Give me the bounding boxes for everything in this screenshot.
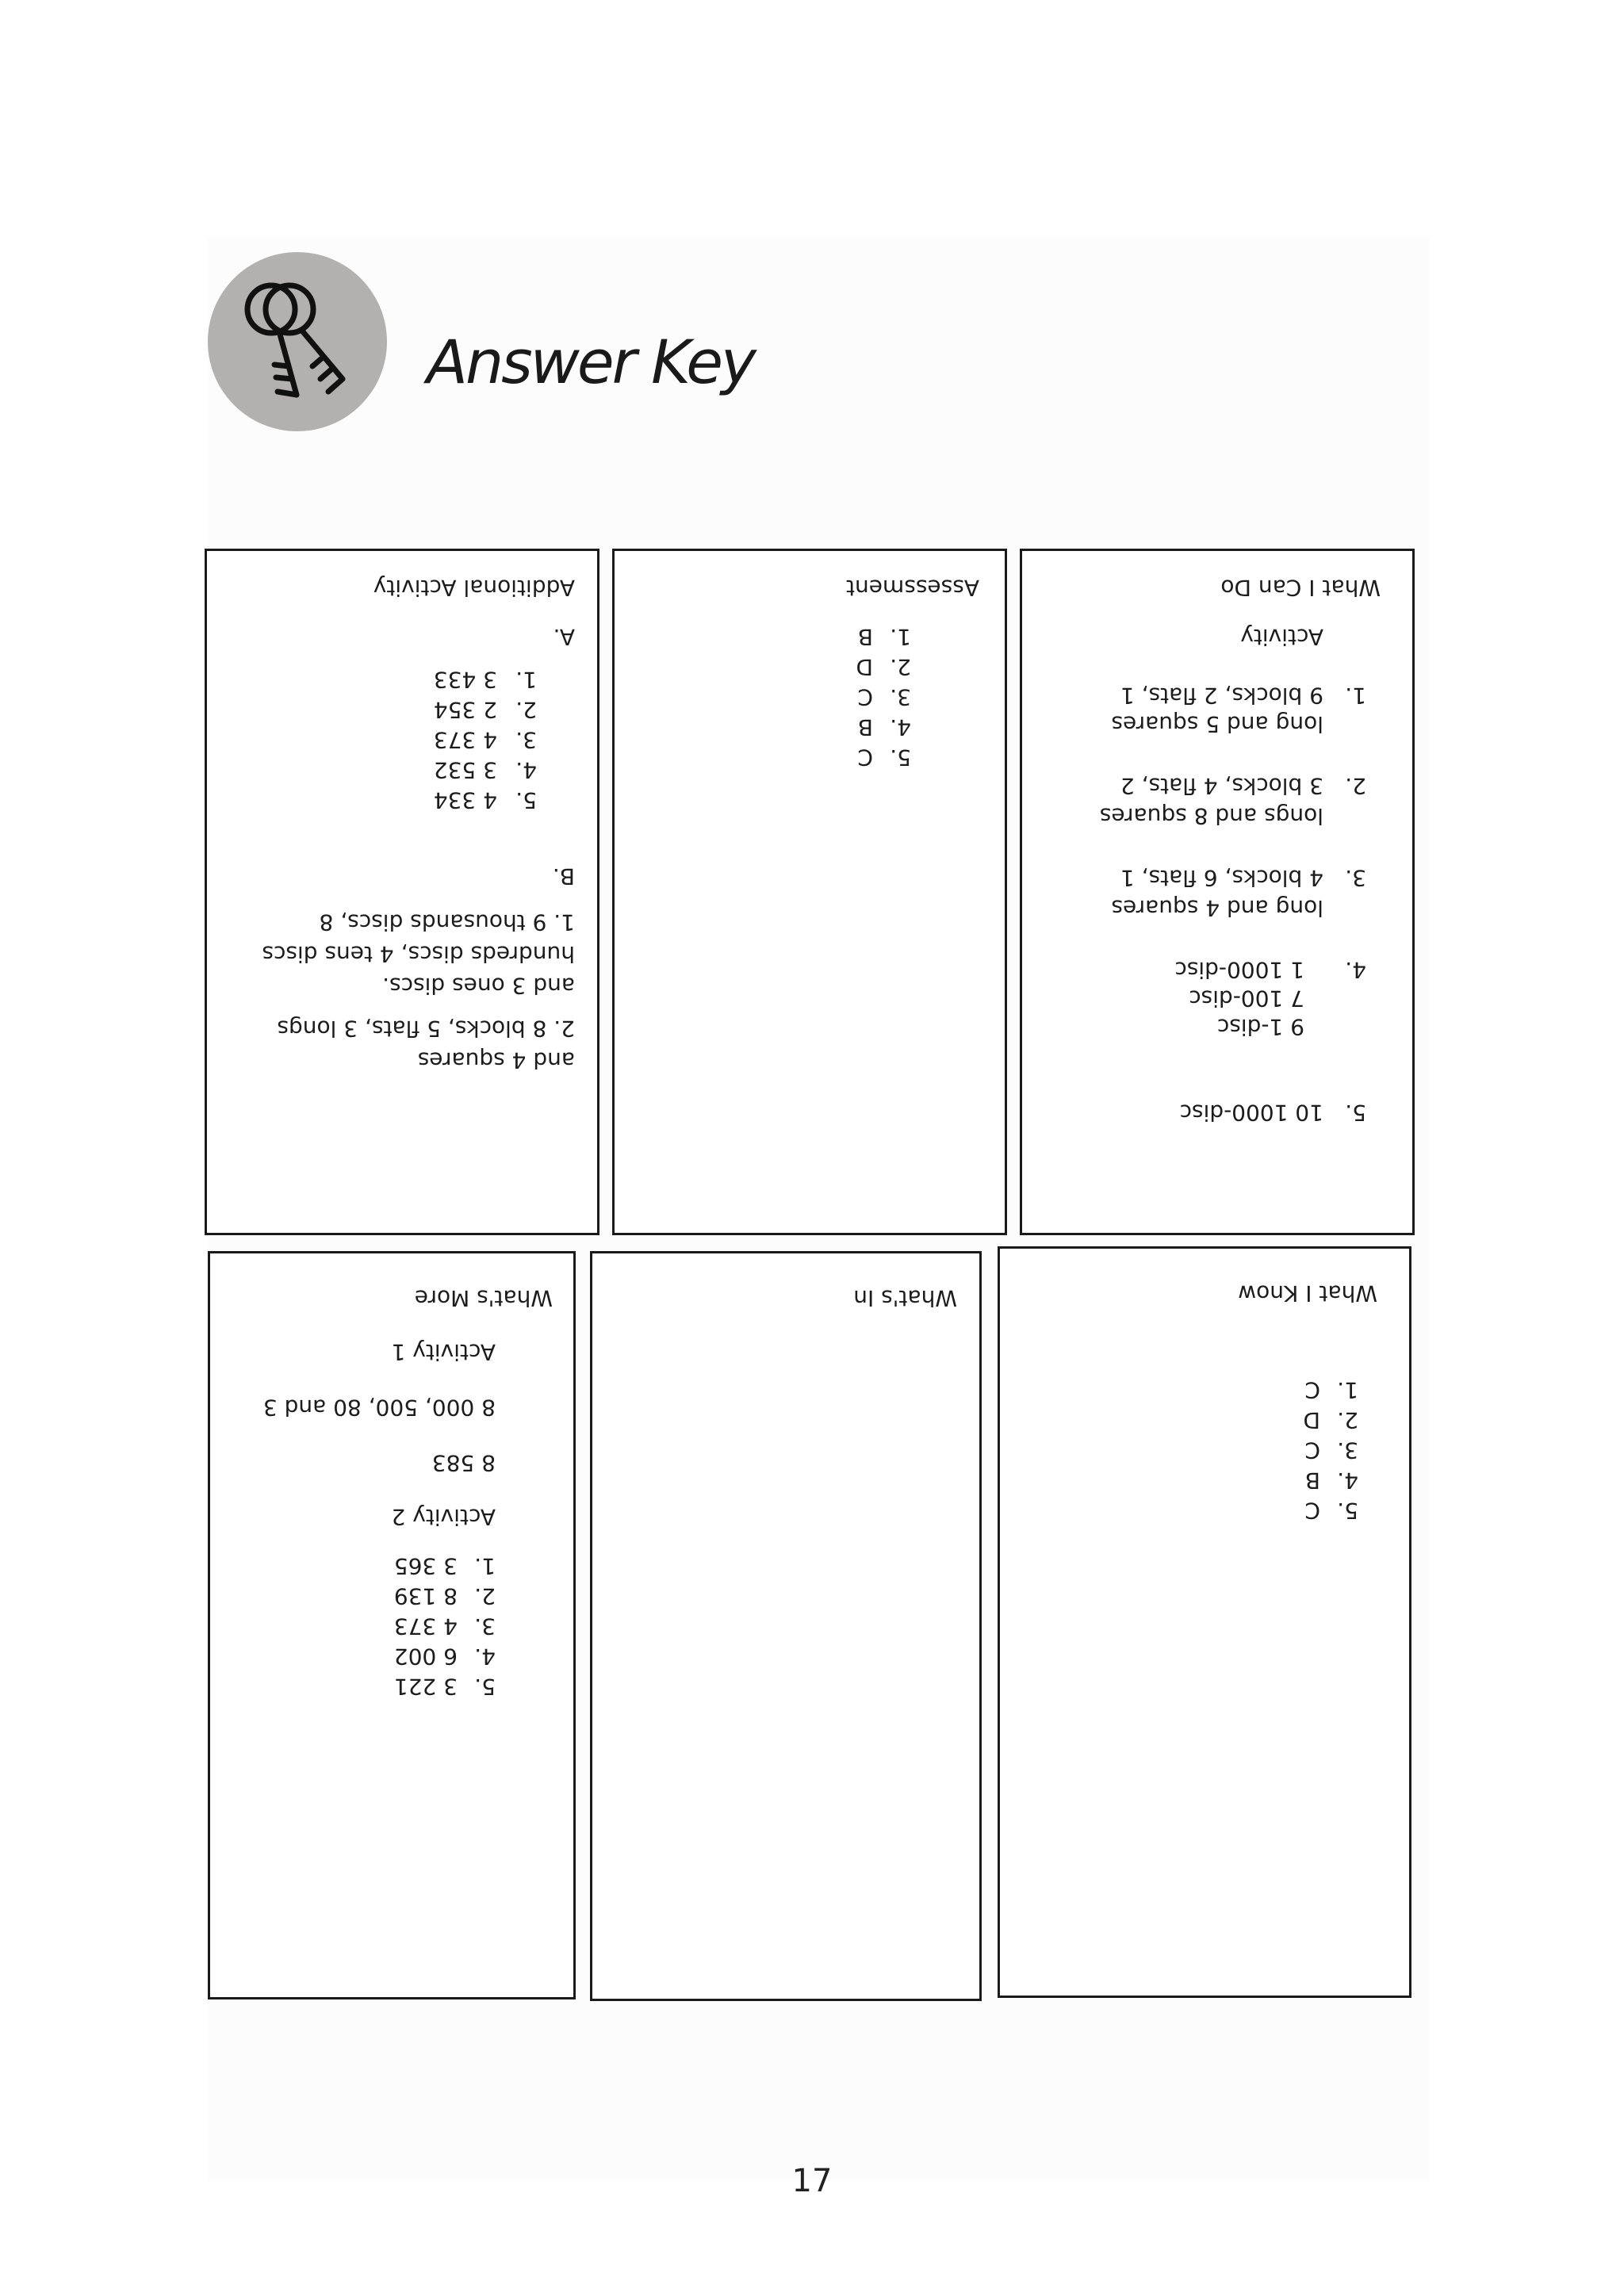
page-title: Answer Key — [427, 327, 754, 397]
whats-more-box — [208, 1251, 576, 1999]
item-number: 1. — [890, 624, 911, 650]
answer-text: D — [856, 654, 873, 680]
answer-text: 2. 8 blocks, 5 flats, 3 longs — [277, 1016, 575, 1042]
item-number: 4. — [1345, 957, 1366, 983]
what-i-know-heading: What I Know — [1238, 1280, 1377, 1307]
answer-text: 3 365 — [393, 1553, 458, 1579]
what-i-know-box — [998, 1246, 1411, 1998]
part-a-label: A. — [553, 624, 575, 650]
answer-text: longs and 8 squares — [1099, 803, 1323, 829]
what-i-can-do-box — [1020, 549, 1415, 1235]
answer-text: 7 100-disc — [1189, 985, 1304, 1012]
answer-text: 1. 9 thousands discs, 8 — [319, 909, 575, 936]
item-number: 4. — [515, 757, 537, 783]
additional-activity-heading: Additional Activity — [373, 575, 575, 601]
whats-in-heading: What's In — [853, 1285, 957, 1311]
answer-text: long and 4 squares — [1111, 895, 1323, 921]
assessment-heading: Assessment — [846, 575, 979, 601]
answer-text: B — [1304, 1468, 1320, 1494]
item-number: 3. — [1337, 1437, 1358, 1464]
activity-label: Activity — [1240, 624, 1323, 650]
item-number: 2. — [474, 1583, 496, 1609]
item-number: 4. — [1337, 1468, 1358, 1494]
answer-text: 3 532 — [433, 757, 497, 783]
item-number: 3. — [1345, 865, 1366, 891]
answer-text: C — [1304, 1437, 1320, 1464]
answer-text: 9 1-disc — [1216, 1014, 1304, 1040]
item-number: 3. — [890, 684, 911, 710]
answer-text: C — [857, 744, 873, 771]
activity-1-label: Activity 1 — [391, 1339, 496, 1365]
answer-text: 1 1000-disc — [1174, 957, 1304, 983]
item-number: 1. — [1345, 683, 1366, 709]
activity-2-label: Activity 2 — [391, 1504, 496, 1530]
what-i-can-do-heading: What I Can Do — [1220, 575, 1381, 601]
additional-activity-box — [205, 549, 599, 1235]
answer-text: and 3 ones discs. — [382, 973, 575, 999]
answer-text: hundreds discs, 4 tens discs — [262, 941, 575, 967]
item-number: 1. — [515, 667, 537, 693]
answer-text: 2 354 — [433, 697, 497, 723]
item-number: 3. — [515, 727, 537, 753]
answer-text: 8 139 — [393, 1583, 458, 1609]
answer-text: 6 002 — [393, 1644, 458, 1670]
answer-text: C — [1304, 1498, 1320, 1524]
item-number: 2. — [1345, 773, 1366, 799]
item-number: 5. — [1337, 1498, 1358, 1524]
answer-text: D — [1303, 1407, 1320, 1433]
answer-text: B — [857, 624, 873, 650]
answer-text: 8 583 — [431, 1450, 496, 1476]
answer-text: 4 373 — [433, 727, 497, 753]
keys-icon — [208, 252, 387, 431]
item-number: 3. — [474, 1613, 496, 1640]
answer-text: 4 334 — [433, 787, 497, 813]
answer-text: and 4 squares — [417, 1047, 575, 1073]
answer-text: 4 blocks, 6 flats, 1 — [1120, 865, 1323, 891]
answer-text: 3 433 — [433, 667, 497, 693]
answer-text: C — [1304, 1377, 1320, 1403]
assessment-box — [612, 549, 1007, 1235]
answer-text: 9 blocks, 2 flats, 1 — [1120, 683, 1323, 709]
whats-more-heading: What's More — [414, 1285, 553, 1311]
item-number: 1. — [474, 1553, 496, 1579]
item-number: 5. — [890, 744, 911, 771]
answer-text: 10 1000-disc — [1179, 1100, 1323, 1126]
whats-in-box — [590, 1251, 982, 2001]
item-number: 1. — [1337, 1377, 1358, 1403]
answer-text: 3 221 — [393, 1674, 458, 1700]
answer-text: 8 000, 500, 80 and 3 — [262, 1395, 496, 1421]
answer-text: B — [857, 714, 873, 740]
answer-text: 4 373 — [393, 1613, 458, 1640]
answer-text: C — [857, 684, 873, 710]
item-number: 5. — [474, 1674, 496, 1700]
answer-text: long and 5 squares — [1111, 711, 1323, 737]
page-number: 17 — [791, 2163, 833, 2199]
item-number: 5. — [1345, 1100, 1366, 1126]
answer-text: 3 blocks, 4 flats, 2 — [1120, 773, 1323, 799]
part-b-label: B. — [552, 863, 575, 890]
item-number: 4. — [890, 714, 911, 740]
item-number: 2. — [1337, 1407, 1358, 1433]
item-number: 5. — [515, 787, 537, 813]
item-number: 4. — [474, 1644, 496, 1670]
item-number: 2. — [890, 654, 911, 680]
item-number: 2. — [515, 697, 537, 723]
